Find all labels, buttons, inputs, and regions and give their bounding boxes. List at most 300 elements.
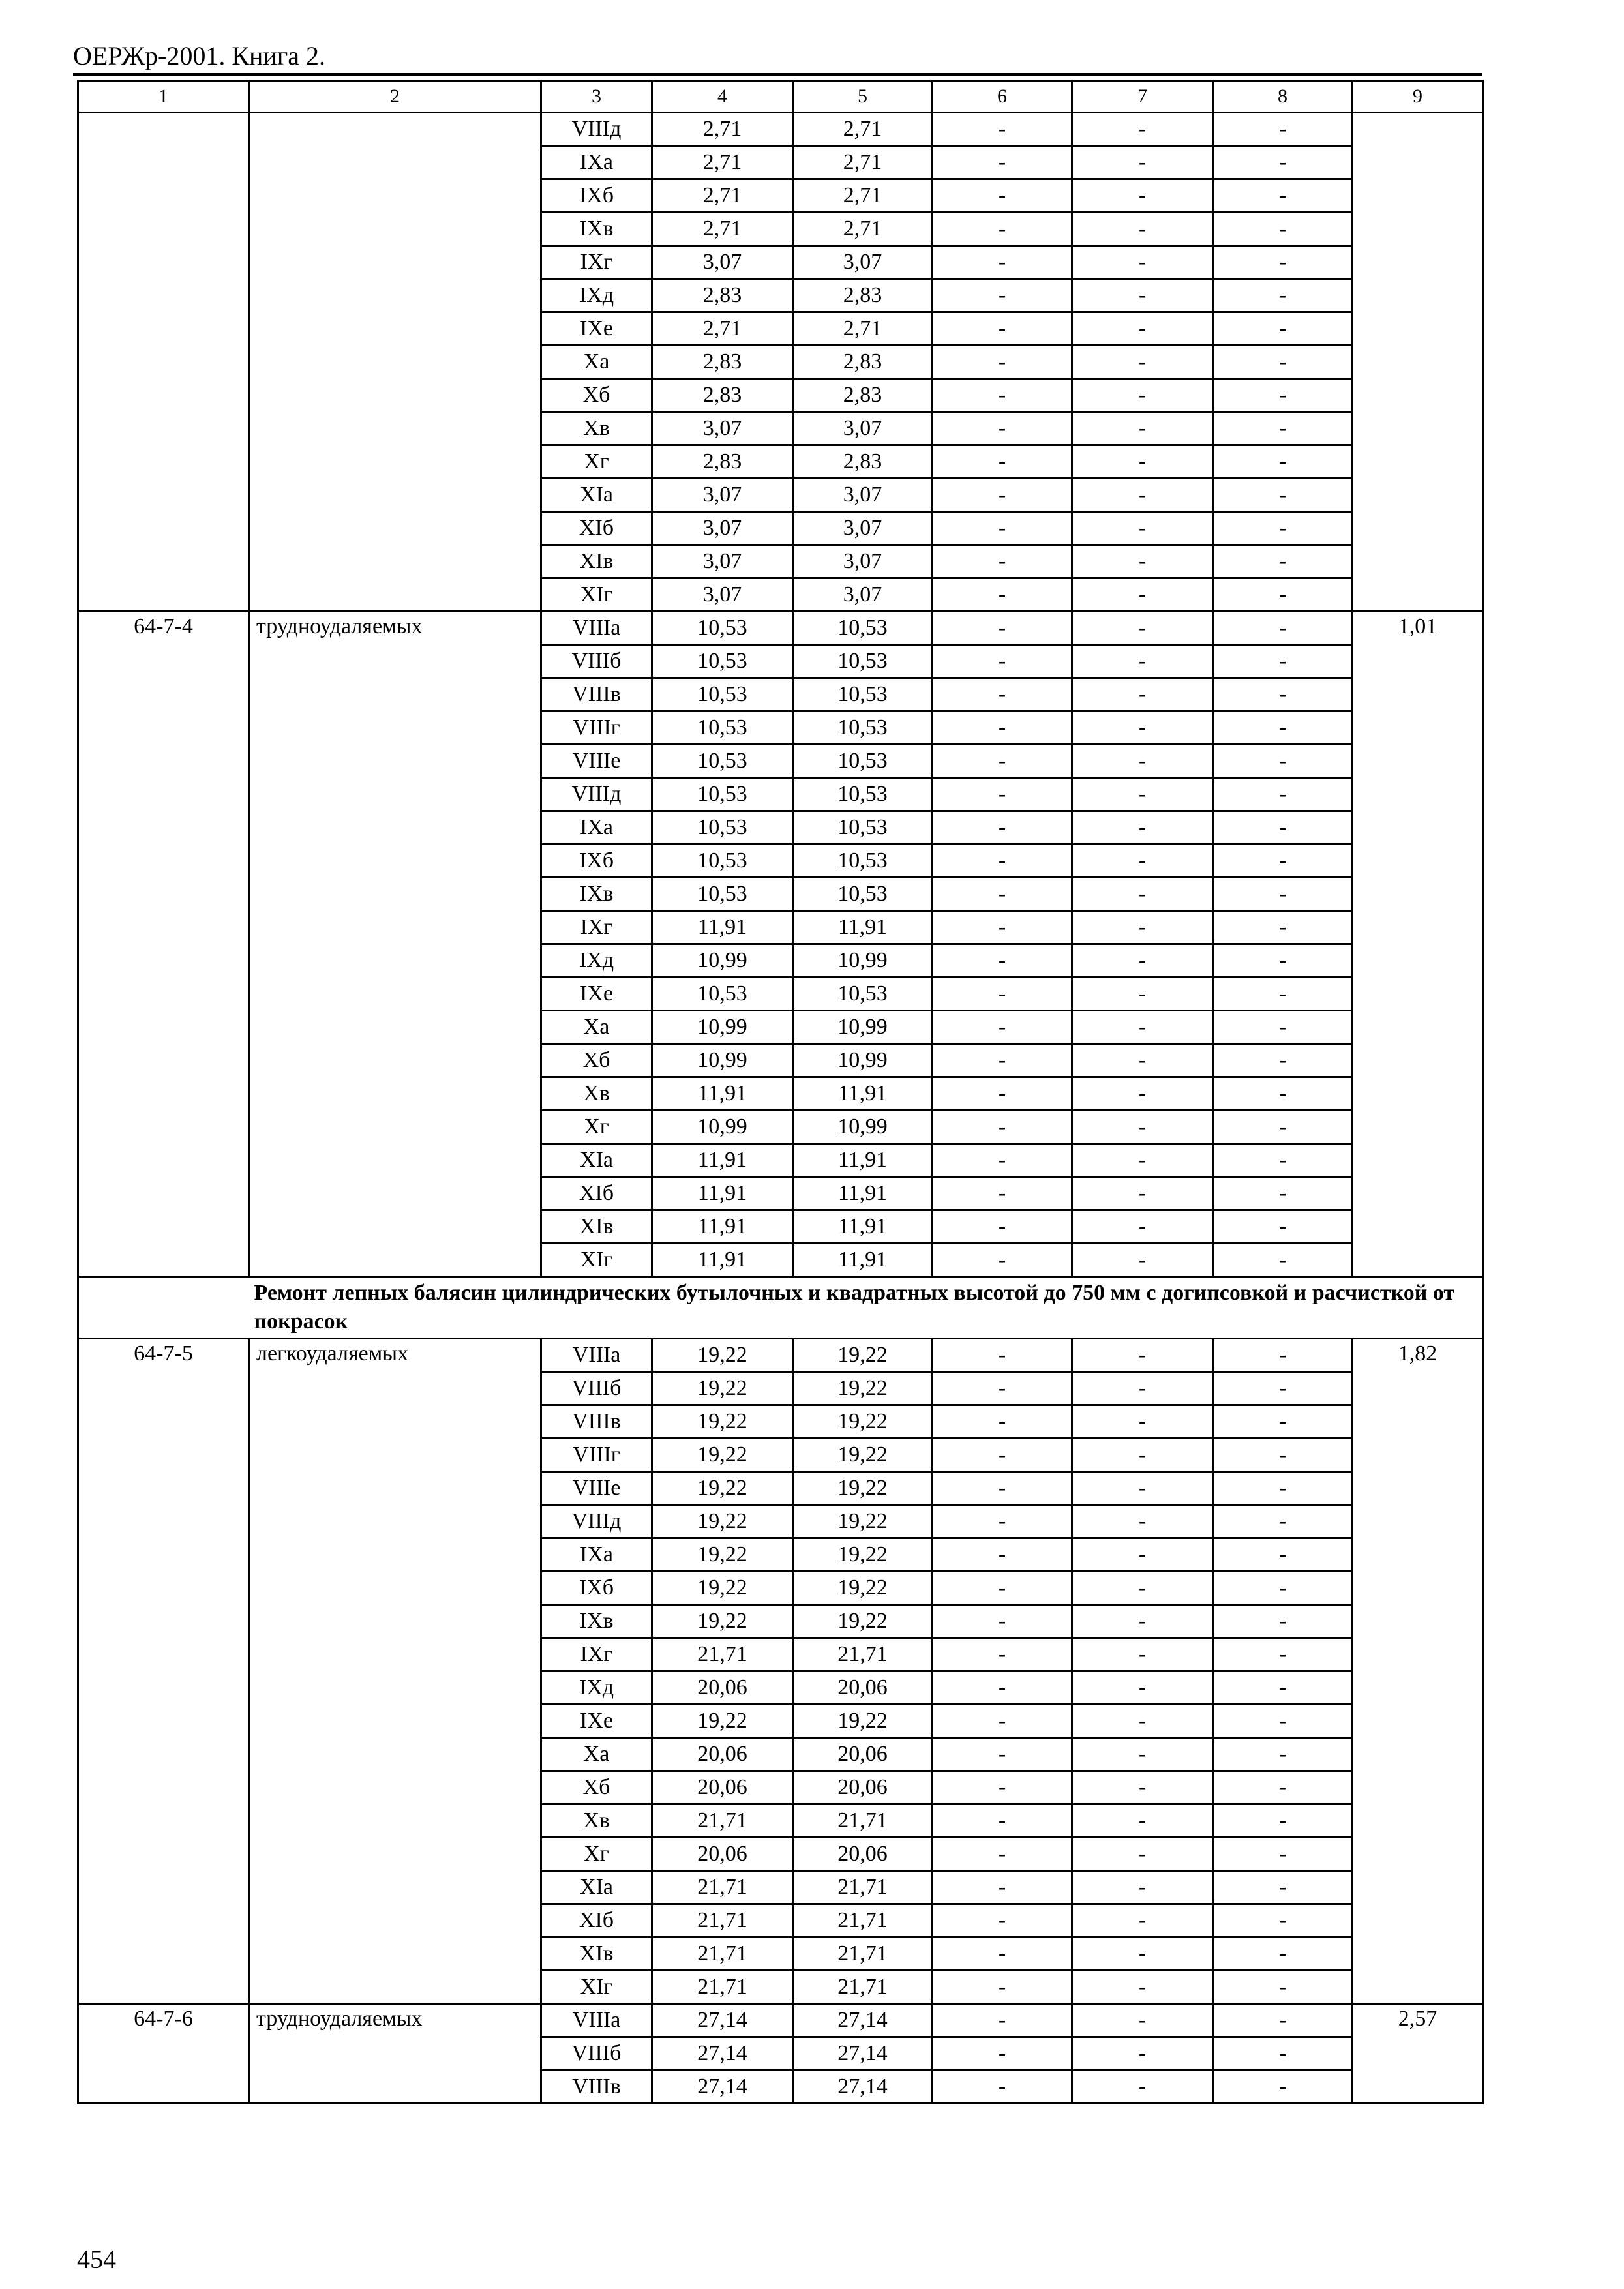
value-col5: 2,83 bbox=[793, 279, 933, 312]
value-col4: 11,91 bbox=[652, 1210, 793, 1244]
value-col7: - bbox=[1072, 1904, 1213, 1937]
value-col4: 19,22 bbox=[652, 1372, 793, 1405]
value-col8: - bbox=[1213, 711, 1353, 745]
value-col8: - bbox=[1213, 113, 1353, 146]
value-col4: 2,83 bbox=[652, 279, 793, 312]
zone-cell: IXб bbox=[541, 179, 652, 213]
value-col7: - bbox=[1072, 578, 1213, 612]
zone-cell: IXа bbox=[541, 1538, 652, 1572]
value-col5: 10,53 bbox=[793, 711, 933, 745]
table-body bbox=[78, 81, 1483, 2104]
value-col6: - bbox=[933, 711, 1072, 745]
column-number: 8 bbox=[1213, 81, 1353, 113]
value-col4: 3,07 bbox=[652, 479, 793, 512]
value-col7: - bbox=[1072, 1538, 1213, 1572]
value-col4: 19,22 bbox=[652, 1439, 793, 1472]
value-col7: - bbox=[1072, 445, 1213, 479]
rate-code: 64-7-6 bbox=[78, 2004, 249, 2104]
value-col6: - bbox=[933, 479, 1072, 512]
value-col5: 21,71 bbox=[793, 1871, 933, 1904]
document-header: ОЕРЖр-2001. Книга 2. bbox=[73, 41, 325, 70]
value-col8: - bbox=[1213, 1405, 1353, 1439]
value-col4: 21,71 bbox=[652, 1937, 793, 1971]
value-col6: - bbox=[933, 1804, 1072, 1838]
value-col8: - bbox=[1213, 1144, 1353, 1177]
value-col5: 10,99 bbox=[793, 1111, 933, 1144]
zone-cell: Xв bbox=[541, 412, 652, 445]
value-col5: 2,71 bbox=[793, 113, 933, 146]
value-col8: - bbox=[1213, 445, 1353, 479]
value-col6: - bbox=[933, 1339, 1072, 1372]
value-col4: 10,53 bbox=[652, 678, 793, 711]
zone-cell: Xг bbox=[541, 1111, 652, 1144]
value-col5: 3,07 bbox=[793, 578, 933, 612]
value-col7: - bbox=[1072, 1638, 1213, 1671]
value-col8: - bbox=[1213, 612, 1353, 645]
value-col6: - bbox=[933, 1705, 1072, 1738]
value-col6: - bbox=[933, 1210, 1072, 1244]
value-col5: 19,22 bbox=[793, 1372, 933, 1405]
value-col7: - bbox=[1072, 645, 1213, 678]
work-name: трудноудаляемых bbox=[249, 612, 541, 1277]
value-col7: - bbox=[1072, 1472, 1213, 1505]
value-col6: - bbox=[933, 745, 1072, 778]
column-number: 4 bbox=[652, 81, 793, 113]
value-col6: - bbox=[933, 811, 1072, 845]
section-code-cell bbox=[78, 1277, 249, 1339]
value-col6: - bbox=[933, 512, 1072, 545]
value-col6: - bbox=[933, 1605, 1072, 1638]
value-col8: - bbox=[1213, 944, 1353, 978]
zone-cell: XIа bbox=[541, 1871, 652, 1904]
value-col5: 19,22 bbox=[793, 1472, 933, 1505]
section-row bbox=[78, 1277, 1483, 1339]
value-col8: - bbox=[1213, 1738, 1353, 1771]
value-col7: - bbox=[1072, 312, 1213, 346]
zone-cell: IXг bbox=[541, 911, 652, 944]
value-col6: - bbox=[933, 213, 1072, 246]
value-col6: - bbox=[933, 1838, 1072, 1871]
value-col8: - bbox=[1213, 1671, 1353, 1705]
value-col6: - bbox=[933, 645, 1072, 678]
value-col6: - bbox=[933, 1771, 1072, 1804]
value-col5: 20,06 bbox=[793, 1738, 933, 1771]
zone-cell: Xб bbox=[541, 379, 652, 412]
zone-cell: VIIIе bbox=[541, 745, 652, 778]
value-col5: 27,14 bbox=[793, 2004, 933, 2037]
zone-cell: IXг bbox=[541, 246, 652, 279]
value-col5: 21,71 bbox=[793, 1971, 933, 2004]
value-col7: - bbox=[1072, 1838, 1213, 1871]
value-col8: - bbox=[1213, 911, 1353, 944]
value-col7: - bbox=[1072, 612, 1213, 645]
value-col4: 21,71 bbox=[652, 1904, 793, 1937]
value-col5: 19,22 bbox=[793, 1505, 933, 1538]
value-col6: - bbox=[933, 1111, 1072, 1144]
zone-cell: Xв bbox=[541, 1804, 652, 1838]
value-col6: - bbox=[933, 1044, 1072, 1077]
value-col5: 21,71 bbox=[793, 1638, 933, 1671]
value-col7: - bbox=[1072, 944, 1213, 978]
zone-cell: XIб bbox=[541, 512, 652, 545]
value-col5: 11,91 bbox=[793, 1177, 933, 1210]
zone-cell: VIIIе bbox=[541, 1472, 652, 1505]
value-col6: - bbox=[933, 1638, 1072, 1671]
value-col8: - bbox=[1213, 1838, 1353, 1871]
zone-cell: Xг bbox=[541, 445, 652, 479]
work-name: легкоудаляемых bbox=[249, 1339, 541, 2004]
value-col5: 3,07 bbox=[793, 246, 933, 279]
value-col8: - bbox=[1213, 1177, 1353, 1210]
value-col4: 19,22 bbox=[652, 1605, 793, 1638]
value-col8: - bbox=[1213, 1572, 1353, 1605]
value-col7: - bbox=[1072, 1771, 1213, 1804]
value-col4: 19,22 bbox=[652, 1472, 793, 1505]
value-col7: - bbox=[1072, 1738, 1213, 1771]
value-col8: - bbox=[1213, 1904, 1353, 1937]
value-col7: - bbox=[1072, 911, 1213, 944]
value-col5: 2,71 bbox=[793, 146, 933, 179]
value-col8: - bbox=[1213, 1937, 1353, 1971]
value-col7: - bbox=[1072, 1111, 1213, 1144]
value-col5: 27,14 bbox=[793, 2037, 933, 2071]
value-col7: - bbox=[1072, 2071, 1213, 2104]
zone-cell: IXа bbox=[541, 146, 652, 179]
value-col7: - bbox=[1072, 778, 1213, 811]
value-col7: - bbox=[1072, 845, 1213, 878]
value-col4: 10,53 bbox=[652, 878, 793, 911]
value-col5: 10,53 bbox=[793, 745, 933, 778]
section-title: Ремонт лепных балясин цилиндрических бутылочных и квадратных высотой до 750 мм с догипсовкой и расчисткой от покрасок bbox=[249, 1277, 1483, 1339]
value-col7: - bbox=[1072, 1971, 1213, 2004]
value-col7: - bbox=[1072, 1044, 1213, 1077]
value-col4: 21,71 bbox=[652, 1971, 793, 2004]
value-col5: 11,91 bbox=[793, 1244, 933, 1277]
value-col4: 2,71 bbox=[652, 213, 793, 246]
value-col7: - bbox=[1072, 1671, 1213, 1705]
table-row bbox=[78, 612, 1483, 645]
zone-cell: VIIIг bbox=[541, 711, 652, 745]
value-col6: - bbox=[933, 379, 1072, 412]
value-col4: 10,53 bbox=[652, 811, 793, 845]
value-col6: - bbox=[933, 1971, 1072, 2004]
header-rule bbox=[73, 73, 1482, 76]
value-col6: - bbox=[933, 412, 1072, 445]
value-col7: - bbox=[1072, 179, 1213, 213]
zone-cell: VIIIв bbox=[541, 2071, 652, 2104]
value-col8: - bbox=[1213, 878, 1353, 911]
value-col5: 19,22 bbox=[793, 1405, 933, 1439]
page-number: 454 bbox=[77, 2245, 116, 2274]
value-col8: - bbox=[1213, 512, 1353, 545]
value-col4: 11,91 bbox=[652, 911, 793, 944]
value-col5: 10,53 bbox=[793, 978, 933, 1011]
value-col6: - bbox=[933, 1538, 1072, 1572]
value-col5: 19,22 bbox=[793, 1705, 933, 1738]
value-col8: - bbox=[1213, 346, 1353, 379]
value-col8: - bbox=[1213, 1971, 1353, 2004]
value-col7: - bbox=[1072, 412, 1213, 445]
value-col5: 3,07 bbox=[793, 512, 933, 545]
value-col7: - bbox=[1072, 479, 1213, 512]
value-col8: - bbox=[1213, 678, 1353, 711]
value-col6: - bbox=[933, 944, 1072, 978]
zone-cell: VIIIа bbox=[541, 612, 652, 645]
value-col4: 3,07 bbox=[652, 512, 793, 545]
rate-code bbox=[78, 113, 249, 612]
table-row bbox=[78, 1339, 1483, 1372]
value-col7: - bbox=[1072, 545, 1213, 578]
value-col6: - bbox=[933, 279, 1072, 312]
value-col8: - bbox=[1213, 412, 1353, 445]
value-col5: 27,14 bbox=[793, 2071, 933, 2104]
zone-cell: VIIIд bbox=[541, 113, 652, 146]
value-col6: - bbox=[933, 2004, 1072, 2037]
value-col7: - bbox=[1072, 113, 1213, 146]
zone-cell: VIIIа bbox=[541, 1339, 652, 1372]
zone-cell: IXа bbox=[541, 811, 652, 845]
zone-cell: XIв bbox=[541, 545, 652, 578]
value-col5: 2,83 bbox=[793, 346, 933, 379]
zone-cell: VIIIб bbox=[541, 1372, 652, 1405]
value-col4: 20,06 bbox=[652, 1771, 793, 1804]
value-col7: - bbox=[1072, 1339, 1213, 1372]
zone-cell: XIб bbox=[541, 1904, 652, 1937]
zone-cell: XIг bbox=[541, 1971, 652, 2004]
zone-cell: Xв bbox=[541, 1077, 652, 1111]
value-col4: 20,06 bbox=[652, 1738, 793, 1771]
value-col4: 20,06 bbox=[652, 1838, 793, 1871]
value-col5: 19,22 bbox=[793, 1339, 933, 1372]
value-col6: - bbox=[933, 1937, 1072, 1971]
work-name bbox=[249, 113, 541, 612]
zone-cell: IXе bbox=[541, 978, 652, 1011]
value-col7: - bbox=[1072, 711, 1213, 745]
value-col7: - bbox=[1072, 1505, 1213, 1538]
value-col6: - bbox=[933, 2037, 1072, 2071]
value-col8: - bbox=[1213, 146, 1353, 179]
value-col6: - bbox=[933, 1077, 1072, 1111]
zone-cell: Xг bbox=[541, 1838, 652, 1871]
value-col8: - bbox=[1213, 2037, 1353, 2071]
value-col7: - bbox=[1072, 1439, 1213, 1472]
value-col6: - bbox=[933, 1671, 1072, 1705]
value-col8: - bbox=[1213, 1538, 1353, 1572]
value-col6: - bbox=[933, 1405, 1072, 1439]
zone-cell: VIIIв bbox=[541, 1405, 652, 1439]
zone-cell: VIIIг bbox=[541, 1439, 652, 1472]
value-col5: 19,22 bbox=[793, 1572, 933, 1605]
zone-cell: IXд bbox=[541, 279, 652, 312]
value-col7: - bbox=[1072, 1177, 1213, 1210]
value-col4: 3,07 bbox=[652, 578, 793, 612]
value-col4: 2,71 bbox=[652, 179, 793, 213]
value-col8: - bbox=[1213, 1439, 1353, 1472]
value-col6: - bbox=[933, 113, 1072, 146]
value-col8: - bbox=[1213, 1111, 1353, 1144]
value-col4: 3,07 bbox=[652, 246, 793, 279]
value-col4: 10,99 bbox=[652, 1111, 793, 1144]
value-col4: 19,22 bbox=[652, 1538, 793, 1572]
value-col7: - bbox=[1072, 1405, 1213, 1439]
value-col6: - bbox=[933, 312, 1072, 346]
value-col4: 20,06 bbox=[652, 1671, 793, 1705]
table-row bbox=[78, 2004, 1483, 2037]
zone-cell: XIв bbox=[541, 1210, 652, 1244]
value-col7: - bbox=[1072, 246, 1213, 279]
value-col6: - bbox=[933, 445, 1072, 479]
value-col6: - bbox=[933, 1472, 1072, 1505]
value-col9: 2,57 bbox=[1353, 2004, 1483, 2104]
zone-cell: Xа bbox=[541, 1011, 652, 1044]
value-col6: - bbox=[933, 678, 1072, 711]
value-col8: - bbox=[1213, 1472, 1353, 1505]
value-col4: 11,91 bbox=[652, 1144, 793, 1177]
value-col6: - bbox=[933, 146, 1072, 179]
value-col4: 10,53 bbox=[652, 978, 793, 1011]
value-col8: - bbox=[1213, 246, 1353, 279]
value-col6: - bbox=[933, 845, 1072, 878]
value-col6: - bbox=[933, 179, 1072, 213]
value-col4: 19,22 bbox=[652, 1705, 793, 1738]
value-col4: 21,71 bbox=[652, 1804, 793, 1838]
value-col8: - bbox=[1213, 1339, 1353, 1372]
value-col4: 19,22 bbox=[652, 1405, 793, 1439]
value-col4: 19,22 bbox=[652, 1572, 793, 1605]
value-col8: - bbox=[1213, 379, 1353, 412]
value-col6: - bbox=[933, 1738, 1072, 1771]
value-col6: - bbox=[933, 246, 1072, 279]
value-col6: - bbox=[933, 545, 1072, 578]
value-col5: 2,71 bbox=[793, 179, 933, 213]
value-col5: 19,22 bbox=[793, 1605, 933, 1638]
value-col7: - bbox=[1072, 1210, 1213, 1244]
value-col7: - bbox=[1072, 1871, 1213, 1904]
value-col7: - bbox=[1072, 146, 1213, 179]
value-col7: - bbox=[1072, 1372, 1213, 1405]
value-col8: - bbox=[1213, 1871, 1353, 1904]
value-col8: - bbox=[1213, 1011, 1353, 1044]
value-col8: - bbox=[1213, 845, 1353, 878]
value-col8: - bbox=[1213, 811, 1353, 845]
value-col6: - bbox=[933, 878, 1072, 911]
zone-cell: IXв bbox=[541, 213, 652, 246]
column-number: 3 bbox=[541, 81, 652, 113]
zone-cell: VIIIа bbox=[541, 2004, 652, 2037]
value-col9: 1,82 bbox=[1353, 1339, 1483, 2004]
value-col5: 3,07 bbox=[793, 545, 933, 578]
value-col7: - bbox=[1072, 745, 1213, 778]
value-col8: - bbox=[1213, 578, 1353, 612]
value-col7: - bbox=[1072, 2004, 1213, 2037]
value-col5: 11,91 bbox=[793, 911, 933, 944]
zone-cell: IXб bbox=[541, 1572, 652, 1605]
column-number: 1 bbox=[78, 81, 249, 113]
column-number: 6 bbox=[933, 81, 1072, 113]
value-col7: - bbox=[1072, 346, 1213, 379]
value-col6: - bbox=[933, 1177, 1072, 1210]
value-col4: 2,71 bbox=[652, 113, 793, 146]
zone-cell: XIб bbox=[541, 1177, 652, 1210]
value-col8: - bbox=[1213, 1505, 1353, 1538]
value-col4: 2,83 bbox=[652, 346, 793, 379]
value-col4: 11,91 bbox=[652, 1177, 793, 1210]
zone-cell: XIа bbox=[541, 479, 652, 512]
column-number: 9 bbox=[1353, 81, 1483, 113]
value-col8: - bbox=[1213, 778, 1353, 811]
value-col5: 10,53 bbox=[793, 612, 933, 645]
work-name: трудноудаляемых bbox=[249, 2004, 541, 2104]
value-col5: 10,53 bbox=[793, 778, 933, 811]
zone-cell: IXв bbox=[541, 1605, 652, 1638]
value-col8: - bbox=[1213, 1372, 1353, 1405]
value-col8: - bbox=[1213, 1244, 1353, 1277]
value-col4: 10,53 bbox=[652, 711, 793, 745]
zone-cell: IXб bbox=[541, 845, 652, 878]
value-col7: - bbox=[1072, 2037, 1213, 2071]
value-col5: 2,71 bbox=[793, 213, 933, 246]
value-col7: - bbox=[1072, 1572, 1213, 1605]
value-col5: 10,53 bbox=[793, 811, 933, 845]
value-col8: - bbox=[1213, 1804, 1353, 1838]
zone-cell: VIIIд bbox=[541, 778, 652, 811]
value-col8: - bbox=[1213, 213, 1353, 246]
value-col5: 19,22 bbox=[793, 1439, 933, 1472]
column-number: 7 bbox=[1072, 81, 1213, 113]
value-col9 bbox=[1353, 113, 1483, 612]
rate-code: 64-7-4 bbox=[78, 612, 249, 1277]
zone-cell: IXе bbox=[541, 312, 652, 346]
value-col5: 19,22 bbox=[793, 1538, 933, 1572]
value-col8: - bbox=[1213, 479, 1353, 512]
zone-cell: XIг bbox=[541, 1244, 652, 1277]
value-col8: - bbox=[1213, 1605, 1353, 1638]
zone-cell: Xб bbox=[541, 1771, 652, 1804]
zone-cell: IXд bbox=[541, 944, 652, 978]
value-col7: - bbox=[1072, 213, 1213, 246]
value-col7: - bbox=[1072, 1077, 1213, 1111]
value-col8: - bbox=[1213, 1705, 1353, 1738]
value-col4: 21,71 bbox=[652, 1638, 793, 1671]
value-col8: - bbox=[1213, 279, 1353, 312]
value-col8: - bbox=[1213, 1638, 1353, 1671]
value-col8: - bbox=[1213, 312, 1353, 346]
zone-cell: Xа bbox=[541, 1738, 652, 1771]
value-col5: 2,83 bbox=[793, 379, 933, 412]
value-col6: - bbox=[933, 578, 1072, 612]
value-col9: 1,01 bbox=[1353, 612, 1483, 1277]
value-col4: 10,53 bbox=[652, 845, 793, 878]
value-col5: 21,71 bbox=[793, 1904, 933, 1937]
value-col5: 11,91 bbox=[793, 1077, 933, 1111]
value-col4: 10,99 bbox=[652, 1011, 793, 1044]
value-col4: 19,22 bbox=[652, 1339, 793, 1372]
value-col4: 2,71 bbox=[652, 146, 793, 179]
value-col8: - bbox=[1213, 1210, 1353, 1244]
zone-cell: VIIIб bbox=[541, 2037, 652, 2071]
zone-cell: XIг bbox=[541, 578, 652, 612]
value-col7: - bbox=[1072, 512, 1213, 545]
value-col6: - bbox=[933, 1244, 1072, 1277]
value-col5: 2,71 bbox=[793, 312, 933, 346]
table-row bbox=[78, 113, 1483, 146]
zone-cell: VIIIб bbox=[541, 645, 652, 678]
value-col7: - bbox=[1072, 1605, 1213, 1638]
value-col4: 21,71 bbox=[652, 1871, 793, 1904]
value-col7: - bbox=[1072, 1705, 1213, 1738]
value-col6: - bbox=[933, 911, 1072, 944]
value-col6: - bbox=[933, 1505, 1072, 1538]
